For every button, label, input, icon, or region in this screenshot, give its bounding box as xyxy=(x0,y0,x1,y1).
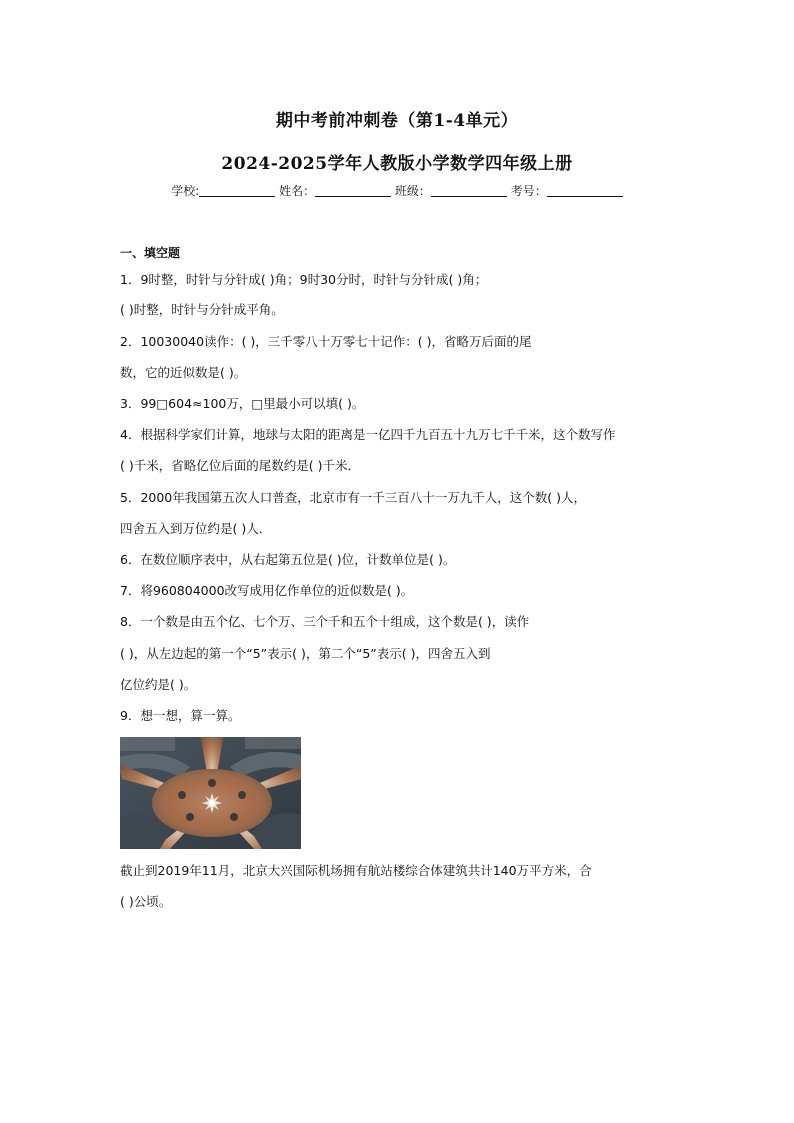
question-line: 四舍五入到万位约是( )人． xyxy=(120,521,272,536)
question-line: 3．99□604≈100万，□里最小可以填( )。 xyxy=(120,396,365,411)
question-line: ( )时整，时针与分针成平角。 xyxy=(120,302,284,317)
page-subtitle: 2024-2025学年人教版小学数学四年级上册 xyxy=(221,154,573,174)
question-line: ( )，从左边起的第一个“5”表示( )，第二个“5”表示( )，四舍五入到 xyxy=(120,646,491,661)
question-line: 6．在数位顺序表中，从右起第五位是( )位，计数单位是( )。 xyxy=(120,552,456,567)
question-line: 1．9时整，时针与分针成( )角；9时30分时，时针与分针成( )角； xyxy=(120,272,488,287)
class-blank xyxy=(431,184,507,197)
section-heading: 一、填空题 xyxy=(120,246,181,260)
school-label: 学校: xyxy=(171,184,200,198)
class-label: 班级： xyxy=(394,184,431,198)
question-line: 截止到2019年11月，北京大兴国际机场拥有航站楼综合体建筑共计140万平方米，合 xyxy=(120,863,592,878)
airport-aerial-photo xyxy=(120,737,301,849)
student-info-row xyxy=(0,182,794,199)
question-line: ( )公顷。 xyxy=(120,894,172,909)
question-line: 4．根据科学家们计算，地球与太阳的距离是一亿四千九百五十九万七千千米，这个数写作 xyxy=(120,427,616,442)
question-line: 9．想一想，算一算。 xyxy=(120,708,241,723)
page-title: 期中考前冲刺卷（第1-4单元） xyxy=(275,111,519,131)
question-line: 亿位约是( )。 xyxy=(120,677,197,692)
exam-no-label: 考号： xyxy=(510,184,547,198)
school-blank xyxy=(199,184,275,197)
name-blank xyxy=(315,184,391,197)
question-line: 8．一个数是由五个亿、七个万、三个千和五个十组成，这个数是( )，读作 xyxy=(120,614,530,629)
question-line: ( )千米，省略亿位后面的尾数约是( )千米． xyxy=(120,458,360,473)
question-line: 数，它的近似数是( )。 xyxy=(120,365,247,380)
question-line: 2．10030040读作：( )，三千零八十万零七十记作：( )，省略万后面的尾 xyxy=(120,334,532,349)
question-line: 5．2000年我国第五次人口普查，北京市有一千三百八十一万九千人，这个数( )人， xyxy=(120,490,586,505)
question-line: 7．将960804000改写成用亿作单位的近似数是( )。 xyxy=(120,583,414,598)
name-label: 姓名： xyxy=(279,184,316,198)
exam-no-blank xyxy=(547,184,623,197)
